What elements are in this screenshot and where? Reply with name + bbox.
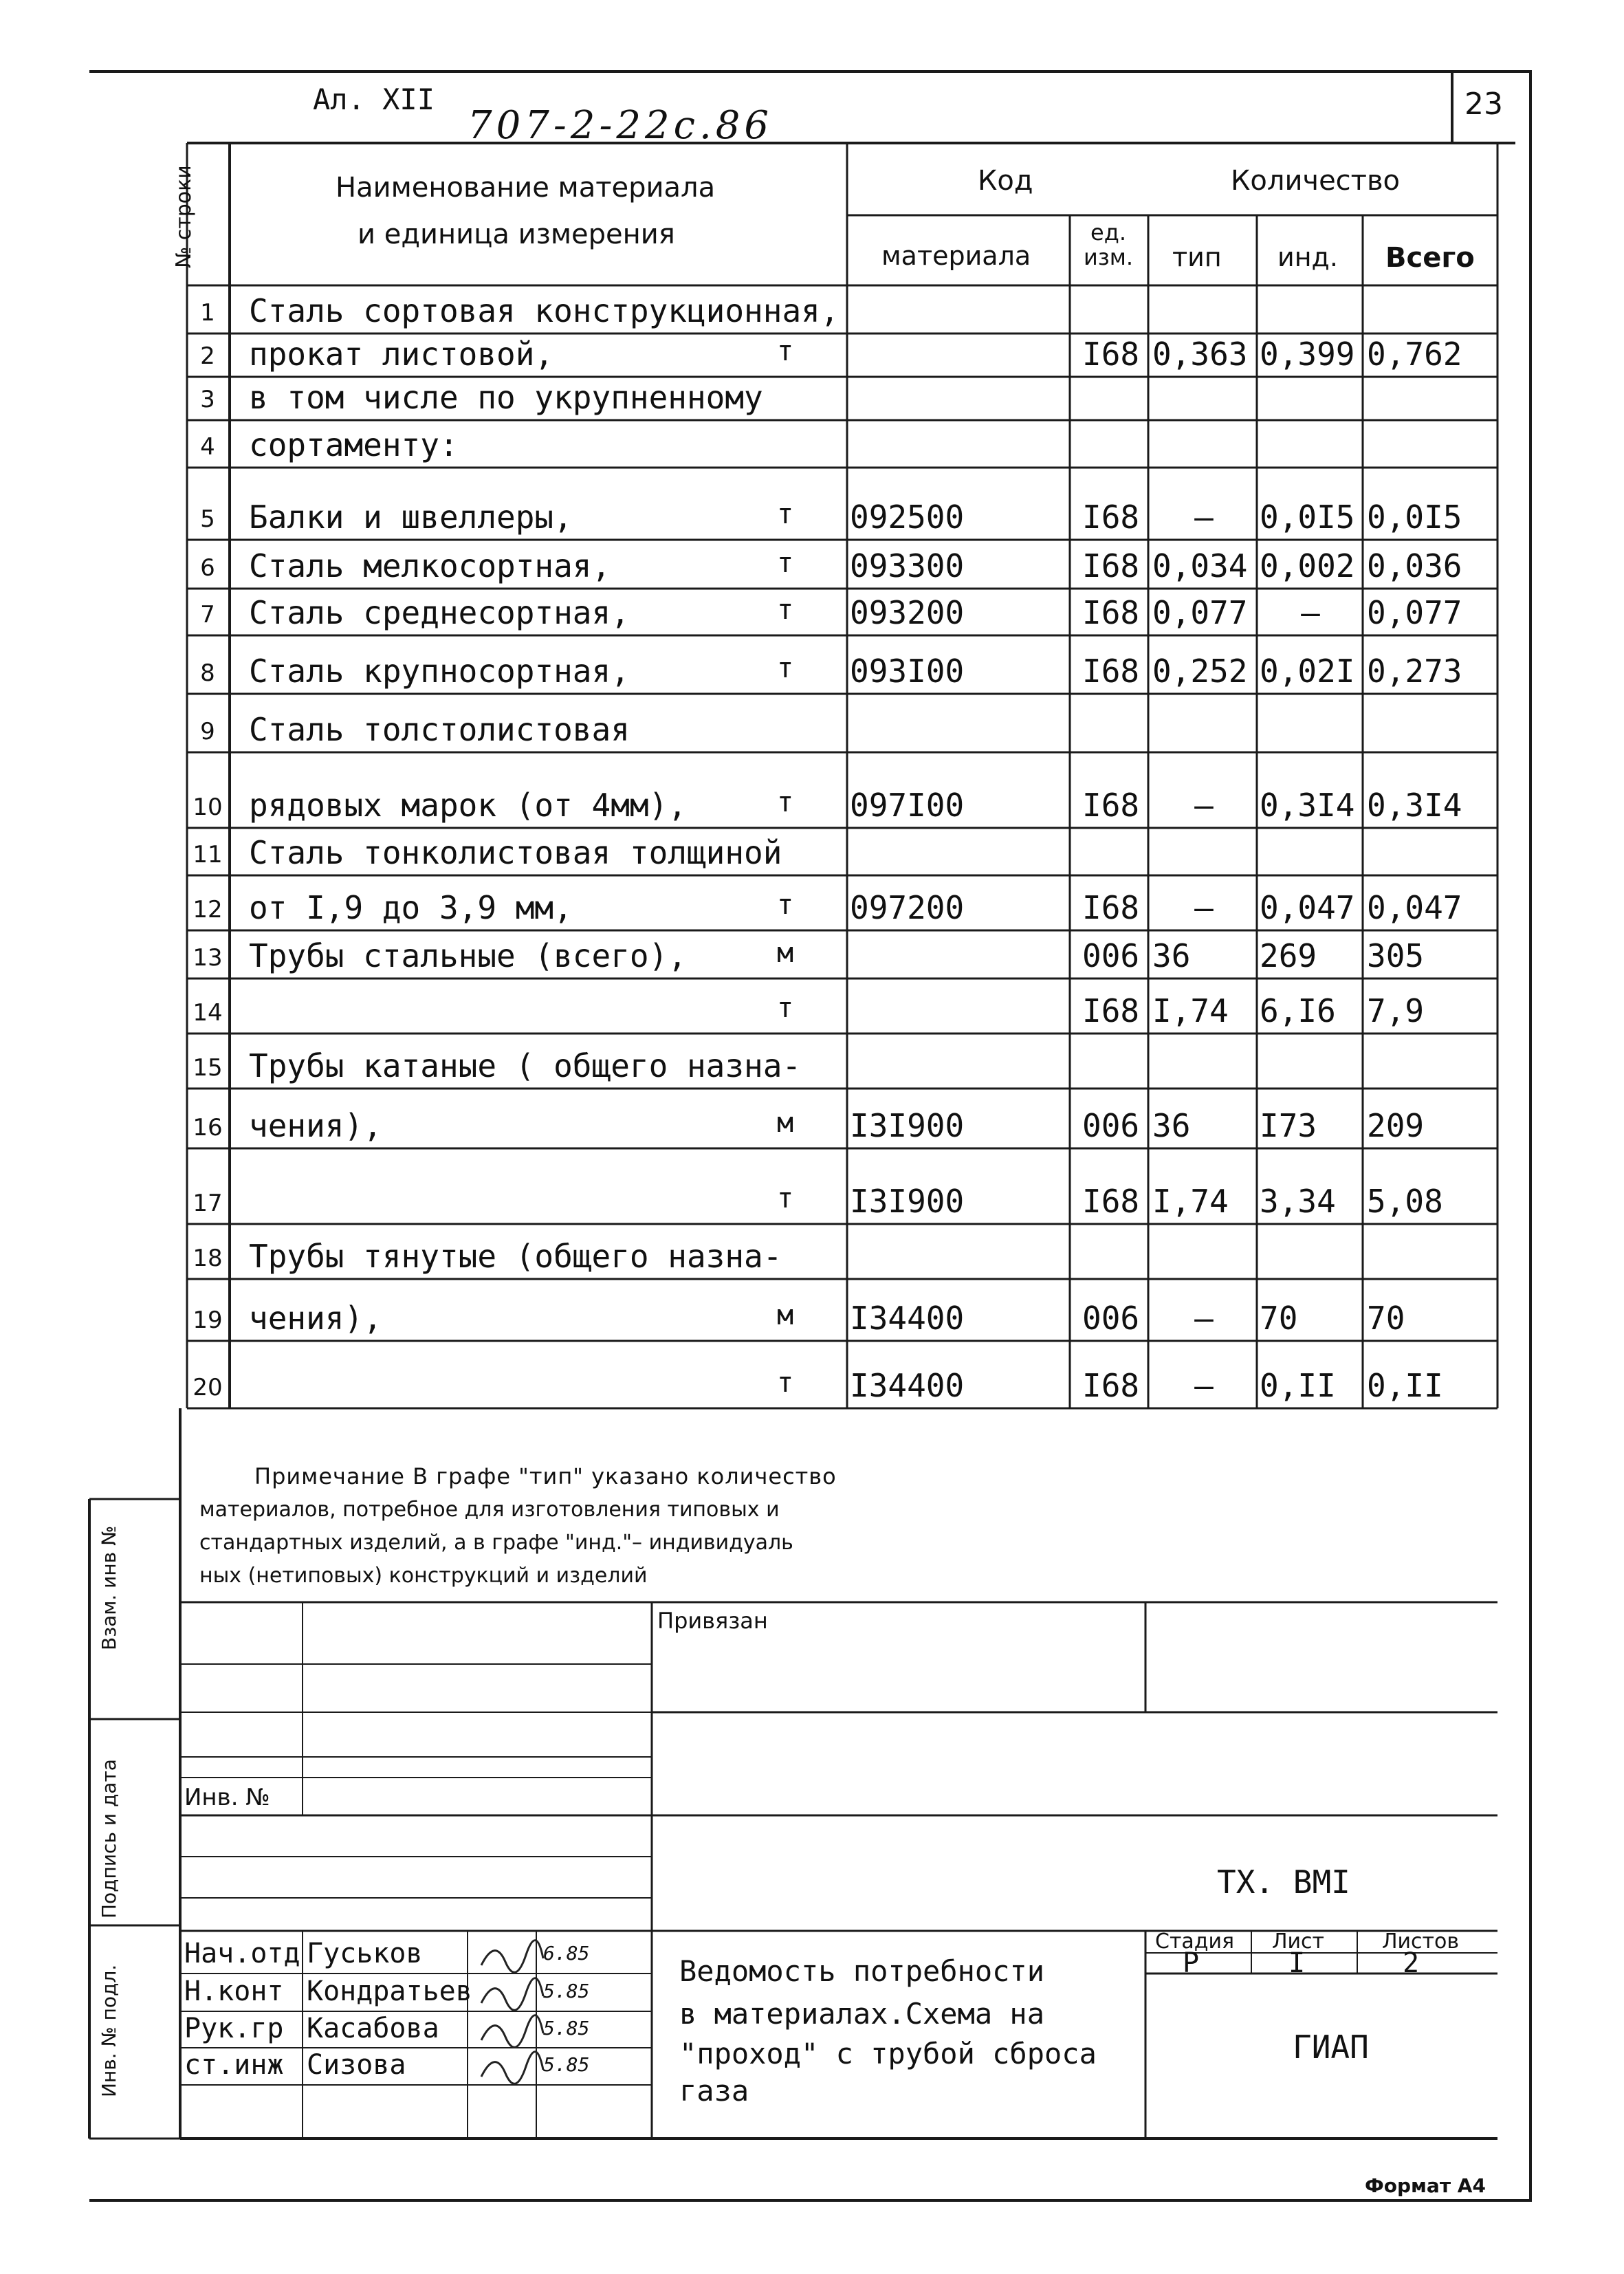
signer-role: ст.инж [184,2049,284,2081]
row-number: 1 [200,299,215,327]
qty-ind: 0,002 [1260,547,1355,584]
project-code: 707-2-22с.86 [468,103,773,148]
material-code: 097200 [850,889,965,926]
material-name: от I,9 до 3,9 мм, [249,889,573,926]
sheets-label: Листов [1382,1929,1460,1954]
side-label-signature-date: Подпись и дата [98,1759,120,1918]
signature-mark [481,2052,543,2084]
qty-total: 305 [1367,937,1425,974]
qty-total: 0,047 [1367,889,1462,926]
unit-code: I68 [1082,594,1140,631]
qty-total: 0,0I5 [1367,499,1462,536]
material-name: Сталь тонколистовая толщиной [249,834,782,871]
qty-typ: 0,077 [1152,594,1248,631]
row-number: 17 [193,1190,223,1217]
album-label: Ал. XII [313,83,435,116]
unit-code: I68 [1082,653,1140,690]
material-code: I34400 [850,1367,965,1404]
unit-letter: т [777,1183,794,1214]
qty-total: 7,9 [1367,992,1425,1029]
row-number: 20 [193,1374,223,1401]
header-unit: ед. изм. [1083,219,1134,270]
qty-total: 0,077 [1367,594,1462,631]
sheets-value: 2 [1403,1947,1420,1979]
signature-mark [481,2015,543,2048]
page-number: 23 [1464,87,1503,122]
signer-date: 5.85 [543,1980,590,2002]
material-name: Трубы катаные ( общего назна- [249,1047,802,1084]
material-name: сортаменту: [249,426,459,463]
attached-label: Привязан [657,1608,768,1634]
material-code: I3I900 [850,1183,965,1220]
document-designation: ТХ. ВМI [1217,1863,1350,1901]
inv-no-label: Инв. № [184,1784,270,1811]
row-number: 11 [193,841,223,868]
unit-code: 006 [1082,1107,1140,1144]
material-name: Сталь толстолистовая [249,711,630,748]
material-name: Сталь сортовая конструкционная, [249,292,840,329]
header-typ: тип [1172,242,1222,272]
sheet-label: Лист [1272,1929,1325,1954]
header-quantity: Количество [1231,165,1401,197]
signer-date: 5.85 [543,2017,590,2040]
unit-code: I68 [1082,992,1140,1029]
qty-typ: – [1194,1367,1214,1404]
drawing-title-line4: газа [679,2074,749,2108]
qty-ind: 0,0I5 [1260,499,1355,536]
qty-typ: 36 [1152,1107,1191,1144]
qty-total: 0,762 [1367,336,1462,373]
qty-ind: 0,399 [1260,336,1355,373]
qty-typ: – [1194,499,1214,536]
unit-code: I68 [1082,336,1140,373]
header-total: Всего [1385,242,1475,274]
unit-letter: т [777,653,794,684]
material-name: Трубы тянутые (общего назна- [249,1238,782,1275]
qty-ind: 3,34 [1260,1183,1336,1220]
signer-role: Рук.гр [184,2013,284,2044]
material-code: I34400 [850,1300,965,1337]
qty-ind: 0,02I [1260,653,1355,690]
row-number: 7 [200,601,215,628]
signer-name: Гуськов [307,1938,423,1969]
drawing-title-line1: Ведомость потребности [679,1954,1045,1988]
qty-typ: I,74 [1152,1183,1229,1220]
unit-letter: м [777,1107,794,1139]
qty-typ: 0,252 [1152,653,1248,690]
signer-name: Сизова [307,2049,406,2081]
stage-label: Стадия [1155,1929,1235,1954]
unit-letter: т [777,889,794,921]
unit-letter: м [777,937,794,969]
unit-code: I68 [1082,499,1140,536]
side-label-original-inv: Инв. № подл. [98,1964,120,2097]
unit-code: I68 [1082,787,1140,824]
qty-typ: 0,363 [1152,336,1248,373]
header-material: материала [881,241,1031,271]
material-name: чения), [249,1300,382,1337]
header-ind: инд. [1277,242,1338,272]
qty-total: 5,08 [1367,1183,1443,1220]
qty-typ: 36 [1152,937,1191,974]
drawing-title-line3: "проход" с трубой сброса [679,2037,1097,2070]
material-name: чения), [249,1107,382,1144]
row-number: 8 [200,659,215,687]
material-name: в том числе по укрупненному [249,379,763,416]
signer-date: 6.85 [543,1942,590,1965]
qty-typ: 0,034 [1152,547,1248,584]
row-number: 4 [200,433,215,461]
row-number: 5 [200,505,215,533]
signature-mark [481,1978,543,2011]
row-number: 3 [200,386,215,413]
unit-letter: т [777,336,794,367]
material-name: рядовых марок (от 4мм), [249,787,687,824]
unit-letter: т [777,594,794,626]
material-code: 093300 [850,547,965,584]
unit-code: 006 [1082,937,1140,974]
row-number: 2 [200,342,215,370]
row-number: 9 [200,718,215,745]
qty-ind: I73 [1260,1107,1317,1144]
row-number: 16 [193,1114,223,1141]
qty-ind: 0,3I4 [1260,787,1355,824]
header-name-line1: Наименование материала [336,172,716,204]
qty-typ: – [1194,889,1214,926]
unit-code: I68 [1082,1183,1140,1220]
qty-ind: 269 [1260,937,1317,974]
header-code: Код [978,165,1033,197]
qty-total: 0,273 [1367,653,1462,690]
material-code: 093200 [850,594,965,631]
signer-role: Нач.отд [184,1938,300,1969]
note-line3: стандартных изделий, а в графе "инд."– индивидуаль [199,1531,793,1555]
format-label: Формат А4 [1365,2174,1486,2197]
unit-letter: т [777,547,794,579]
side-label-replace-inv: Взам. инв № [98,1525,120,1650]
row-number: 6 [200,554,215,582]
material-name: прокат листовой, [249,336,554,373]
material-code: 092500 [850,499,965,536]
row-number: 12 [193,896,223,923]
qty-typ: I,74 [1152,992,1229,1029]
row-number: 14 [193,999,223,1027]
qty-ind: 0,II [1260,1367,1336,1404]
qty-typ: – [1194,1300,1214,1337]
row-number: 10 [193,794,223,821]
note-line2: материалов, потребное для изготовления типовых и [199,1498,780,1522]
row-number: 19 [193,1307,223,1334]
material-name: Сталь крупносортная, [249,653,630,690]
qty-ind: 6,I6 [1260,992,1336,1029]
row-number: 13 [193,944,223,972]
material-name: Трубы стальные (всего), [249,937,687,974]
qty-ind: 70 [1260,1300,1298,1337]
signer-name: Касабова [307,2013,439,2044]
signer-role: Н.конт [184,1976,284,2007]
unit-code: I68 [1082,547,1140,584]
row-number: 18 [193,1245,223,1272]
unit-letter: т [777,992,794,1024]
material-name: Сталь мелкосортная, [249,547,611,584]
qty-total: 0,3I4 [1367,787,1462,824]
unit-letter: м [777,1300,794,1331]
material-name: Балки и швеллеры, [249,499,573,536]
header-row-no: № строки [172,165,196,268]
unit-letter: т [777,499,794,530]
note-line4: ных (нетиповых) конструкций и изделий [199,1564,648,1588]
material-code: I3I900 [850,1107,965,1144]
drawing-title-line2: в материалах.Схема на [679,1997,1045,2031]
signature-mark [481,1940,543,1973]
header-name-line2: и единица измерения [358,219,675,250]
unit-letter: т [777,1367,794,1399]
qty-typ: – [1194,787,1214,824]
material-code: 093I00 [850,653,965,690]
qty-total: 0,II [1367,1367,1443,1404]
sheet-value: I [1288,1947,1306,1979]
qty-total: 70 [1367,1300,1405,1337]
qty-ind: 0,047 [1260,889,1355,926]
stage-value: Р [1183,1947,1200,1979]
unit-letter: т [777,787,794,818]
unit-code: I68 [1082,1367,1140,1404]
qty-total: 0,036 [1367,547,1462,584]
signer-name: Кондратьев [307,1976,472,2007]
material-code: 097I00 [850,787,965,824]
material-name: Сталь среднесортная, [249,594,630,631]
organization-name: ГИАП [1293,2029,1369,2066]
row-number: 15 [193,1054,223,1082]
qty-total: 209 [1367,1107,1425,1144]
qty-ind: – [1301,594,1320,631]
note-line1: Примечание В графе "тип" указано количество [254,1463,837,1489]
unit-code: 006 [1082,1300,1140,1337]
signer-date: 5.85 [543,2053,590,2076]
unit-code: I68 [1082,889,1140,926]
